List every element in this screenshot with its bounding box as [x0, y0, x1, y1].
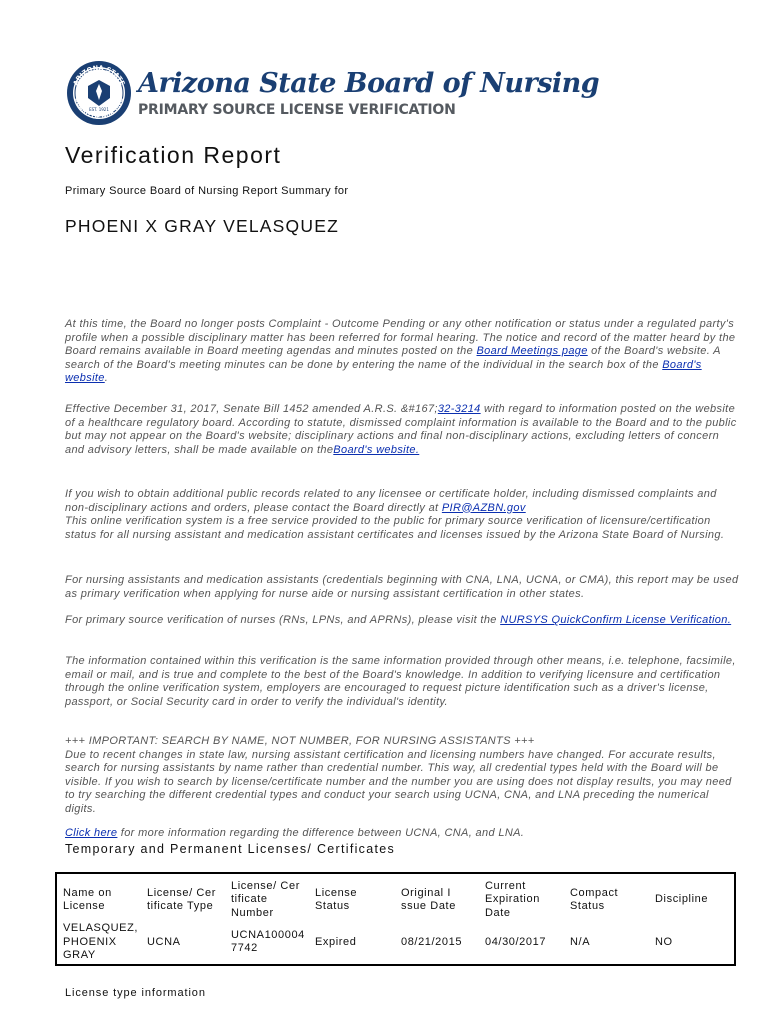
text-span: .: [104, 372, 109, 384]
table-header-row: [57, 878, 734, 922]
text-span: For primary source verification of nurses (RNs, LPNs, and APRNs), please visit the: [65, 614, 501, 626]
text-span: At this time, the Board no longer posts Complaint - Outcome Pending or any other notification or status under a regulated party's profile when a possible disciplinary matter has been referred for formal hearing. The notice and record of the matter heard by the Board remains available in Board meeting agendas and minutes posted on the: [65, 318, 736, 357]
summary-label: Primary Source Board of Nursing Report Summary for: [65, 185, 349, 197]
licenses-section-title: Temporary and Permanent Licenses/ Certificates: [65, 842, 396, 856]
column-header: Original I ssue Date: [401, 886, 456, 912]
pir-email-link[interactable]: PIR@AZBN.gov: [441, 501, 526, 514]
table-cell: UCNA100004 7742: [231, 928, 305, 955]
notice-paragraph-nursing-assistants: For nursing assistants and medication assistants (credentials beginning with CNA, LNA, UCNA, or CMA), this report may be used as primary verification when applying for nurse aide or nursing assistant certification in other states.: [65, 574, 739, 600]
notice-paragraph-important: [65, 735, 740, 816]
licenses-table: [55, 872, 736, 966]
column-header: Discipline: [655, 893, 709, 906]
table-cell: N/A: [570, 935, 591, 948]
brand-subtitle: PRIMARY SOURCE LICENSE VERIFICATION: [138, 102, 456, 118]
svg-text:ARIZONA STATE: ARIZONA STATE: [71, 63, 127, 87]
table-row: [57, 922, 734, 963]
board-website-link[interactable]: Board's website: [65, 358, 702, 384]
table-cell: VELASQUEZ, PHOENIX GRAY: [63, 922, 139, 961]
person-name: PHOENI X GRAY VELASQUEZ: [65, 216, 339, 236]
text-span: If you wish to obtain additional public records related to any licensee or certificate holder, including dismissed complaints and non-disciplinary actions and orders, please contact the Board directly at: [65, 488, 717, 514]
table-cell: UCNA: [147, 935, 181, 948]
column-header: License/ Cer tificate Type: [147, 886, 216, 912]
text-span: with regard to information posted on the website of a healthcare regulatory board. According to statute, dismissed complaint information is available to the Board and to the public but may not appear on the Board's website; disciplinary actions and final non-disciplinary actions, excluding letters of concern and advisory letters, shall be made available on the: [65, 403, 737, 456]
notice-paragraph-public-records: [65, 488, 740, 542]
text-span: for more information regarding the difference between UCNA, CNA, and LNA.: [117, 827, 525, 839]
board-meetings-link[interactable]: Board Meetings page: [476, 345, 588, 357]
svg-text:EST. 1921: EST. 1921: [89, 107, 109, 112]
page-title: Verification Report: [65, 142, 282, 168]
column-header: License Status: [315, 886, 358, 912]
notice-paragraph-click-here: [65, 827, 740, 841]
table-cell: NO: [655, 935, 673, 948]
notice-paragraph-senate-bill: [65, 403, 740, 457]
table-cell: 04/30/2017: [485, 935, 547, 948]
table-cell: 08/21/2015: [401, 935, 463, 948]
column-header: License/ Cer tificate Number: [231, 879, 300, 919]
text-span: This online verification system is a free service provided to the public for primary source verification of licensure/certification status for all nursing assistant and medication assistant certificates and licenses issued by the Arizona State Board of Nursing.: [65, 515, 725, 541]
table-cell: Expired: [315, 935, 357, 948]
text-span: of the Board's website. A search of the Board's meeting minutes can be done by entering the name of the individual in the search box of the: [65, 345, 721, 371]
column-header: Name on License: [63, 886, 112, 912]
important-heading: +++ IMPORTANT: SEARCH BY NAME, NOT NUMBER, FOR NURSING ASSISTANTS +++: [65, 735, 535, 747]
svg-text:BOARD OF NURSING: BOARD OF NURSING: [73, 97, 125, 122]
board-logo: [66, 60, 600, 126]
statute-link[interactable]: 32-3214: [437, 403, 481, 415]
notice-paragraph-nursys: [65, 614, 740, 628]
column-header: Current Expiration Date: [485, 879, 540, 919]
nursys-link[interactable]: NURSYS QuickConfirm License Verification.: [500, 614, 732, 626]
notice-paragraph-information: The information contained within this verification is the same information provided through other means, i.e. telephone, facsimile, email or mail, and is true and complete to the best of the Board's knowledge. In addition to verifying licensure and certification through the online verification system, employers are encouraged to request picture identification such as a driver's license, passport, or Social Security card in order to verify the individual's identity.: [65, 655, 736, 708]
license-type-info-label: License type information: [65, 987, 206, 999]
notice-paragraph-hearing: [65, 318, 740, 386]
text-span: Effective December 31, 2017, Senate Bill 1452 amended A.R.S. &#167;: [65, 403, 438, 415]
click-here-link[interactable]: Click here: [65, 827, 118, 839]
brand-name: Arizona State Board of Nursing: [138, 68, 600, 99]
board-seal-icon: [66, 60, 132, 126]
text-span: Due to recent changes in state law, nursing assistant certification and licensing numbers have changed. For accurate results, search for nursing assistants by name rather than credential number. This way, all credential types held with the Board will be visible. If you wish to search by license/certificate number and the number you are using does not display results, you may need to try searching the different credential types and conduct your search using UCNA, CNA, and LNA preceding the numerical digits.: [65, 748, 732, 815]
board-website-link-2[interactable]: Board's website.: [333, 443, 420, 456]
column-header: Compact Status: [570, 886, 619, 912]
